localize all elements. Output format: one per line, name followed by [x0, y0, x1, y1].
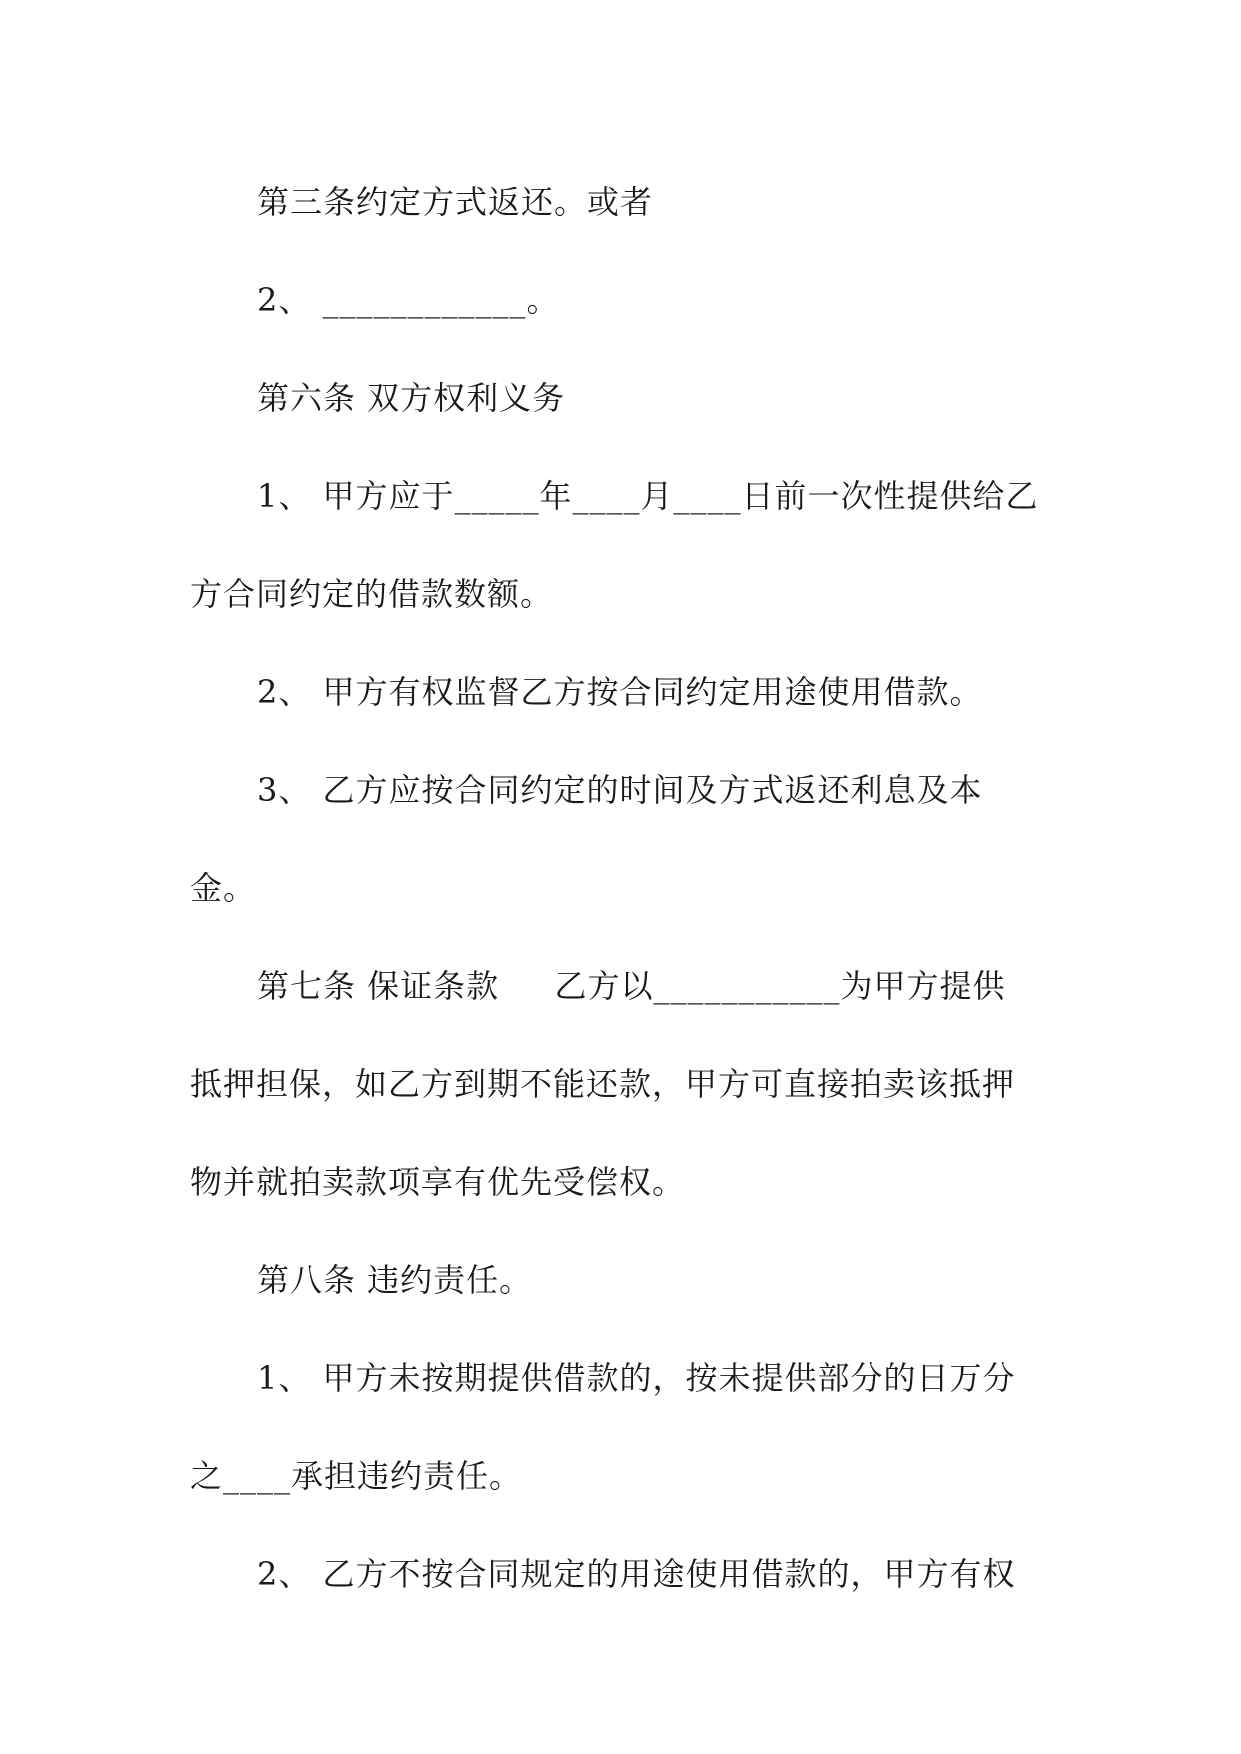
text-line: 方合同约定的借款数额。	[190, 575, 554, 613]
text-line: 1、 甲方应于_____年____月____日前一次性提供给乙	[257, 477, 1039, 515]
text-line: 抵押担保，如乙方到期不能还款，甲方可直接拍卖该抵押	[190, 1065, 1016, 1103]
text-line: 金。	[190, 869, 257, 907]
text-line: 物并就拍卖款项享有优先受偿权。	[190, 1163, 686, 1201]
section-heading: 第六条 双方权利义务	[257, 379, 566, 417]
text-line: 2、 乙方不按合同规定的用途使用借款的，甲方有权	[257, 1555, 1016, 1593]
text-line: 1、 甲方未按期提供借款的，按未提供部分的日万分	[257, 1359, 1016, 1397]
text-line: 第三条约定方式返还。或者	[257, 183, 654, 221]
text-line: 2、 甲方有权监督乙方按合同约定用途使用借款。	[257, 673, 983, 711]
section-heading: 第七条 保证条款 乙方以___________为甲方提供	[257, 967, 1006, 1005]
text-line: 3、 乙方应按合同约定的时间及方式返还利息及本	[257, 771, 983, 809]
section-heading: 第八条 违约责任。	[257, 1261, 533, 1299]
text-line: 2、 ____________。	[257, 281, 560, 319]
text-line: 之____承担违约责任。	[190, 1457, 523, 1495]
